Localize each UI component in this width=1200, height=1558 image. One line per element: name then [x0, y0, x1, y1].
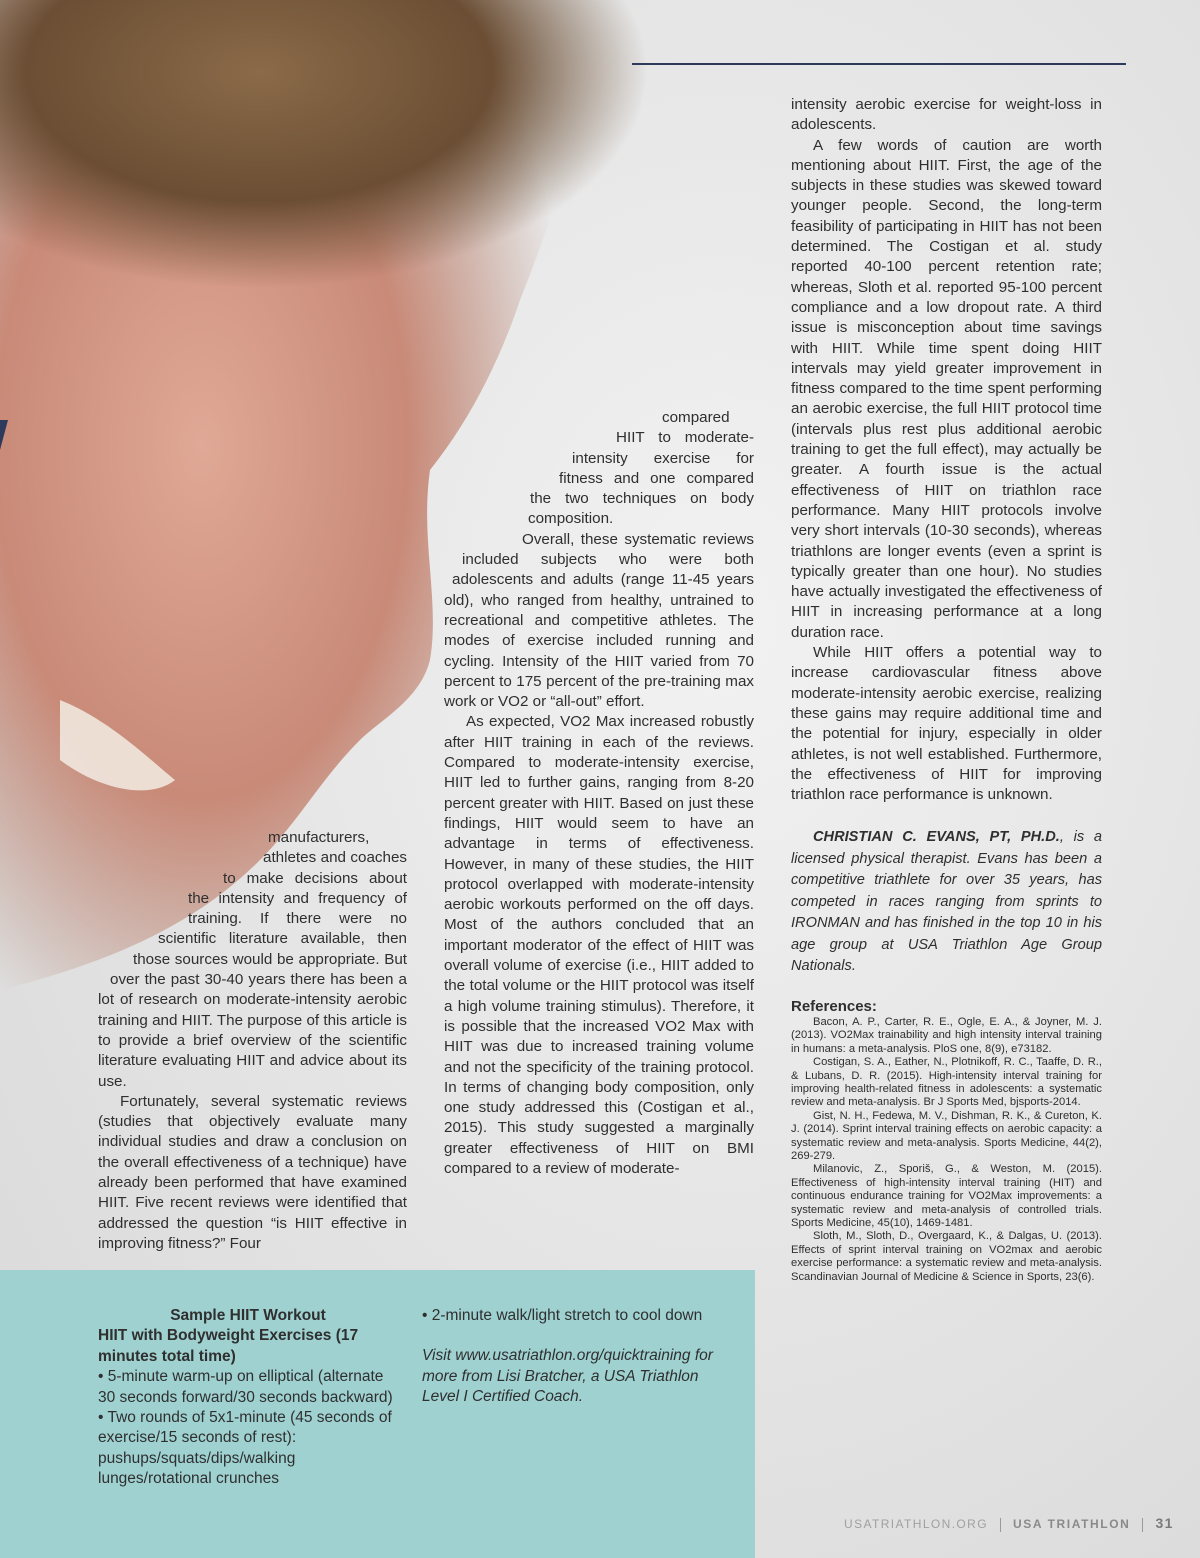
- footer-magazine: USA TRIATHLON: [1012, 1517, 1131, 1531]
- footer-divider: [1142, 1518, 1143, 1532]
- sidebar-visit-note: Visit www.usatriathlon.org/quicktraining for more from Lisi Bratcher, a USA Triathlon Level I Certified Coach.: [422, 1347, 713, 1406]
- author-name: CHRISTIAN C. EVANS, PT, PH.D.: [813, 829, 1060, 846]
- article-column-3: [791, 95, 1102, 1284]
- sidebar-column-2: [422, 1306, 722, 1423]
- reference-item: Sloth, M., Sloth, D., Overgaard, K., & Dalgas, U. (2013). Effects of sprint interval training on VO2max and aerobic exercise performance: a systematic review and meta-analysis. Scandinavian Journal of Medicine & Science in Sports, 23(6).: [791, 1230, 1102, 1283]
- page-footer: [844, 1515, 1174, 1532]
- references-heading: References:: [791, 997, 877, 1015]
- workout-item: • 2-minute walk/light stretch to cool down: [422, 1307, 703, 1324]
- sidebar-column-1: [98, 1306, 398, 1488]
- sidebar-box: [0, 1270, 755, 1558]
- article-column-1: [98, 828, 407, 1254]
- article-column-2: [444, 388, 754, 1179]
- header-rule: [632, 63, 1126, 65]
- workout-item: • Two rounds of 5x1-minute (45 seconds of exercise/15 seconds of rest): pushups/squats/dips/walking lunges/rotational crunches: [98, 1409, 392, 1488]
- reference-item: Bacon, A. P., Carter, R. E., Ogle, E. A., & Joyner, M. J. (2013). VO2Max trainability and high intensity interval training in humans: a meta-analysis. PloS one, 8(9), e73182.: [791, 1015, 1102, 1055]
- article-paragraph: Overall, these systematic reviews included subjects who were both adolescents and adults (range 11-45 years old), who ranged from healthy, untrained to recreational and competitive athletes. The modes of exercise included running and cycling. Intensity of the HIIT varied from 70 percent to 175 percent of the pre-training max work or VO2 or “all-out” effort.: [444, 530, 754, 711]
- footer-divider: [1000, 1518, 1001, 1532]
- workout-item: • 5-minute warm-up on elliptical (alternate 30 seconds forward/30 seconds backward): [98, 1368, 393, 1406]
- article-paragraph: While HIIT offers a potential way to increase cardiovascular fitness above moderate-intensity aerobic exercise, realizing these gains may require additional time and the potential for injury, especially in older athletes, is not well established. Furthermore, the effectiveness of HIIT for improving triathlon race performance is unknown.: [791, 644, 1102, 804]
- references: [791, 998, 1102, 1284]
- hair-shape: [0, 0, 648, 360]
- author-bio: [791, 827, 1102, 978]
- article-paragraph: compared HIIT to moderate-intensity exercise for fitness and one compared the two techniques on body composition.: [528, 409, 754, 528]
- article-paragraph: intensity aerobic exercise for weight-loss in adolescents.: [791, 96, 1102, 134]
- article-paragraph: Fortunately, several systematic reviews (studies that objectively evaluate many individual studies and draw a conclusion on the overall effectiveness of a technique) have already been performed that have examined HIIT. Five recent reviews were identified that addressed the question “is HIIT effective in improving fitness?” Four: [98, 1092, 407, 1252]
- sidebar-subtitle: HIIT with Bodyweight Exercises (17 minutes total time): [98, 1327, 359, 1365]
- author-bio-text: , is a licensed physical therapist. Evans has been a competitive triathlete for over 35 years, has competed in races ranging from sprints to IRONMAN and has finished in the top 10 in his age group at USA Triathlon Age Group Nationals.: [791, 829, 1103, 975]
- article-paragraph: manufacturers, athletes and coaches to make decisions about the intensity and frequency of training. If there were no scientific literature available, then those sources would be appropriate. But over the past 30-40 years there has been a lot of research on moderate-intensity aerobic training and HIIT. The purpose of this article is to provide a brief overview of the scientific literature evaluating HIIT and advice about its use.: [98, 829, 407, 1090]
- article-paragraph: As expected, VO2 Max increased robustly after HIIT training in each of the reviews. Compared to moderate-intensity exercise, HIIT led to further gains, ranging from 8-20 percent greater with HIIT. Based on just these findings, HIIT would seem to have an advantage in terms of effectiveness. However, in many of these studies, the HIIT protocol overlapped with moderate-intensity aerobic workouts performed on the off days. Most of the authors concluded that an important moderator of the effect of HIIT was overall volume of exercise (i.e., HIIT added to the total volume or the HIIT protocol was itself a high volume training stimulus). Therefore, it is possible that the increased VO2 Max with HIIT was due to increased training volume and not the specificity of the training protocol. In terms of changing body composition, only one study addressed this (Costigan et al., 2015). This study suggested a marginally greater effectiveness of HIIT on BMI compared to a review of moderate-: [444, 713, 754, 1177]
- reference-item: Gist, N. H., Fedewa, M. V., Dishman, R. K., & Cureton, K. J. (2014). Sprint interval training effects on aerobic capacity: a systematic review and meta-analysis. Sports Medicine, 44(2), 269-279.: [791, 1109, 1102, 1162]
- sidebar-title: Sample HIIT Workout: [170, 1307, 326, 1324]
- article-paragraph: A few words of caution are worth mentioning about HIIT. First, the age of the subjects in these studies was skewed toward younger people. Second, the long-term feasibility of participating in HIIT has not been determined. The Costigan et al. study reported 40-100 percent retention rate; whereas, Sloth et al. reported 95-100 percent compliance and a low dropout rate. A third issue is misconception about time savings with HIIT. While time spent doing HIIT intervals may yield greater improvement in fitness compared to the time spent performing an aerobic exercise, the full HIIT protocol time (intervals plus rest plus additional aerobic training to get the full effect), may actually be greater. A fourth issue is the actual effectiveness of HIIT on triathlon race performance. Many HIIT protocols involve very short intervals (10-30 seconds), whereas triathlons are longer events (even a sprint is typically greater than one hour). No studies have actually investigated the effectiveness of HIIT in increasing performance at a long duration race.: [791, 136, 1102, 641]
- reference-item: Milanovic, Z., Sporiš, G., & Weston, M. (2015). Effectiveness of high-intensity interval training (HIT) and continuous endurance training for VO2Max improvements: a systematic review and meta-analysis of controlled trials. Sports Medicine, 45(10), 1469-1481.: [791, 1163, 1102, 1229]
- footer-site: USATRIATHLON.ORG: [844, 1517, 988, 1531]
- reference-item: Costigan, S. A., Eather, N., Plotnikoff, R. C., Taaffe, D. R., & Lubans, D. R. (2015). High-intensity interval training for improving health-related fitness in adolescents: a systematic review and meta-analysis. Br J Sports Med, bjsports-2014.: [791, 1056, 1102, 1109]
- page-number: 31: [1155, 1515, 1174, 1531]
